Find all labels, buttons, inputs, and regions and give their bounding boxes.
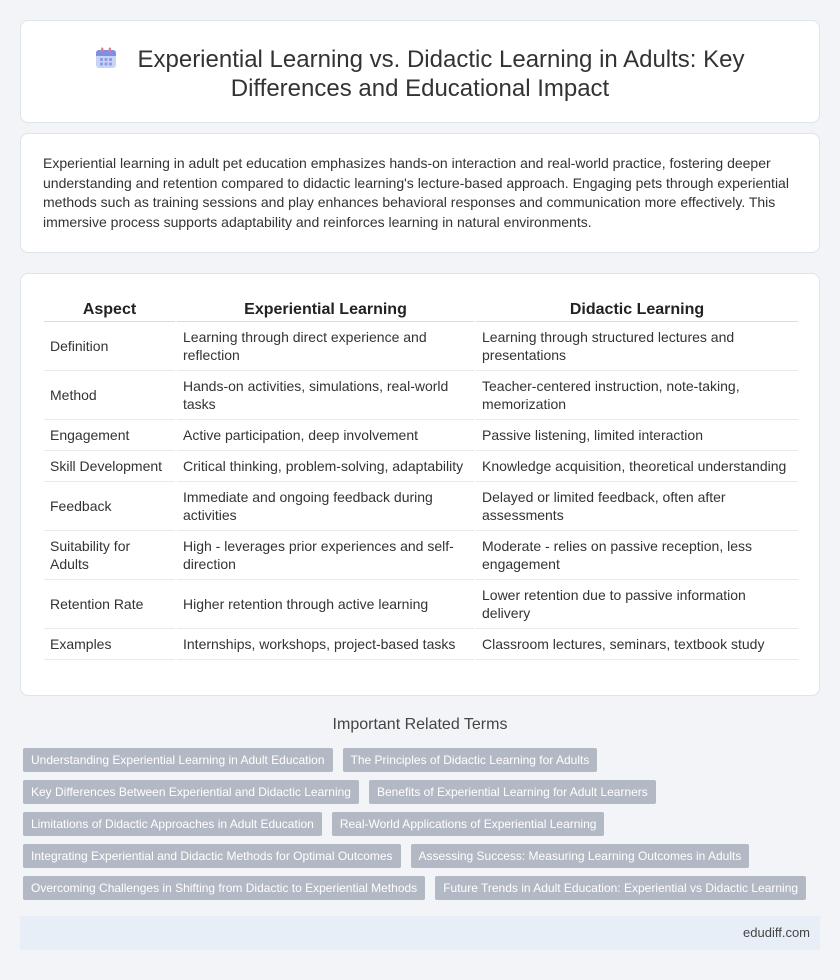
cell-didactic: Learning through structured lectures and presentations bbox=[476, 322, 798, 371]
cell-didactic: Lower retention due to passive information delivery bbox=[476, 580, 798, 629]
footer bbox=[20, 916, 820, 950]
cell-didactic: Classroom lectures, seminars, textbook study bbox=[476, 629, 798, 660]
table-row bbox=[44, 482, 798, 531]
cell-experiential: Internships, workshops, project-based tasks bbox=[177, 629, 474, 660]
calendar-icon bbox=[95, 47, 117, 69]
tag-row bbox=[23, 876, 823, 900]
related-term-tag[interactable]: Future Trends in Adult Education: Experiential vs Didactic Learning bbox=[435, 876, 806, 900]
table-row bbox=[44, 371, 798, 420]
tag-row bbox=[23, 780, 823, 804]
cell-aspect: Definition bbox=[44, 322, 175, 371]
header-aspect: Aspect bbox=[44, 296, 175, 322]
tag-row bbox=[23, 748, 823, 772]
related-term-tag[interactable]: Assessing Success: Measuring Learning Outcomes in Adults bbox=[411, 844, 750, 868]
cell-aspect: Examples bbox=[44, 629, 175, 660]
cell-aspect: Feedback bbox=[44, 482, 175, 531]
related-term-tag[interactable]: Benefits of Experiential Learning for Adult Learners bbox=[369, 780, 656, 804]
comparison-table bbox=[42, 296, 800, 660]
cell-didactic: Passive listening, limited interaction bbox=[476, 420, 798, 451]
header-didactic: Didactic Learning bbox=[476, 296, 798, 322]
related-term-tag[interactable]: Understanding Experiential Learning in Adult Education bbox=[23, 748, 333, 772]
title-line-1: Experiential Learning vs. Didactic Learning in Adults: Key bbox=[137, 46, 745, 73]
cell-experiential: Higher retention through active learning bbox=[177, 580, 474, 629]
cell-aspect: Skill Development bbox=[44, 451, 175, 482]
cell-experiential: Active participation, deep involvement bbox=[177, 420, 474, 451]
cell-aspect: Retention Rate bbox=[44, 580, 175, 629]
page-title bbox=[21, 45, 819, 103]
table-row bbox=[44, 629, 798, 660]
table-row bbox=[44, 322, 798, 371]
related-terms-list bbox=[23, 748, 823, 908]
cell-aspect: Engagement bbox=[44, 420, 175, 451]
related-term-tag[interactable]: Overcoming Challenges in Shifting from Didactic to Experiential Methods bbox=[23, 876, 425, 900]
related-term-tag[interactable]: Real-World Applications of Experiential Learning bbox=[332, 812, 605, 836]
cell-didactic: Moderate - relies on passive reception, less engagement bbox=[476, 531, 798, 580]
tag-row bbox=[23, 812, 823, 836]
cell-aspect: Suitability for Adults bbox=[44, 531, 175, 580]
cell-aspect: Method bbox=[44, 371, 175, 420]
related-terms-title: Important Related Terms bbox=[332, 716, 508, 733]
related-term-tag[interactable]: The Principles of Didactic Learning for Adults bbox=[343, 748, 598, 772]
cell-experiential: Learning through direct experience and reflection bbox=[177, 322, 474, 371]
title-line-2: Differences and Educational Impact bbox=[230, 75, 610, 102]
comparison-card bbox=[20, 273, 820, 696]
table-row bbox=[44, 580, 798, 629]
cell-didactic: Delayed or limited feedback, often after assessments bbox=[476, 482, 798, 531]
cell-experiential: Hands-on activities, simulations, real-world tasks bbox=[177, 371, 474, 420]
cell-experiential: High - leverages prior experiences and self-direction bbox=[177, 531, 474, 580]
table-row bbox=[44, 531, 798, 580]
related-term-tag[interactable]: Limitations of Didactic Approaches in Adult Education bbox=[23, 812, 322, 836]
table-row bbox=[44, 451, 798, 482]
intro-card bbox=[20, 133, 820, 253]
related-term-tag[interactable]: Integrating Experiential and Didactic Methods for Optimal Outcomes bbox=[23, 844, 401, 868]
table-row bbox=[44, 420, 798, 451]
cell-didactic: Knowledge acquisition, theoretical understanding bbox=[476, 451, 798, 482]
related-term-tag[interactable]: Key Differences Between Experiential and Didactic Learning bbox=[23, 780, 359, 804]
header-experiential: Experiential Learning bbox=[177, 296, 474, 322]
tag-row bbox=[23, 844, 823, 868]
cell-didactic: Teacher-centered instruction, note-taking, memorization bbox=[476, 371, 798, 420]
footer-site[interactable]: edudiff.com bbox=[743, 925, 810, 940]
cell-experiential: Critical thinking, problem-solving, adaptability bbox=[177, 451, 474, 482]
cell-experiential: Immediate and ongoing feedback during activities bbox=[177, 482, 474, 531]
header-card bbox=[20, 20, 820, 123]
table-header-row bbox=[44, 296, 798, 322]
intro-paragraph: Experiential learning in adult pet education emphasizes hands-on interaction and real-world practice, fostering deeper understanding and retention compared to didactic learning's lecture-based approach. Engaging pets through experiential methods such as training sessions and play enhances behavioral responses and communication more effectively. This immersive process supports adaptability and reinforces learning in natural environments. bbox=[43, 155, 789, 230]
